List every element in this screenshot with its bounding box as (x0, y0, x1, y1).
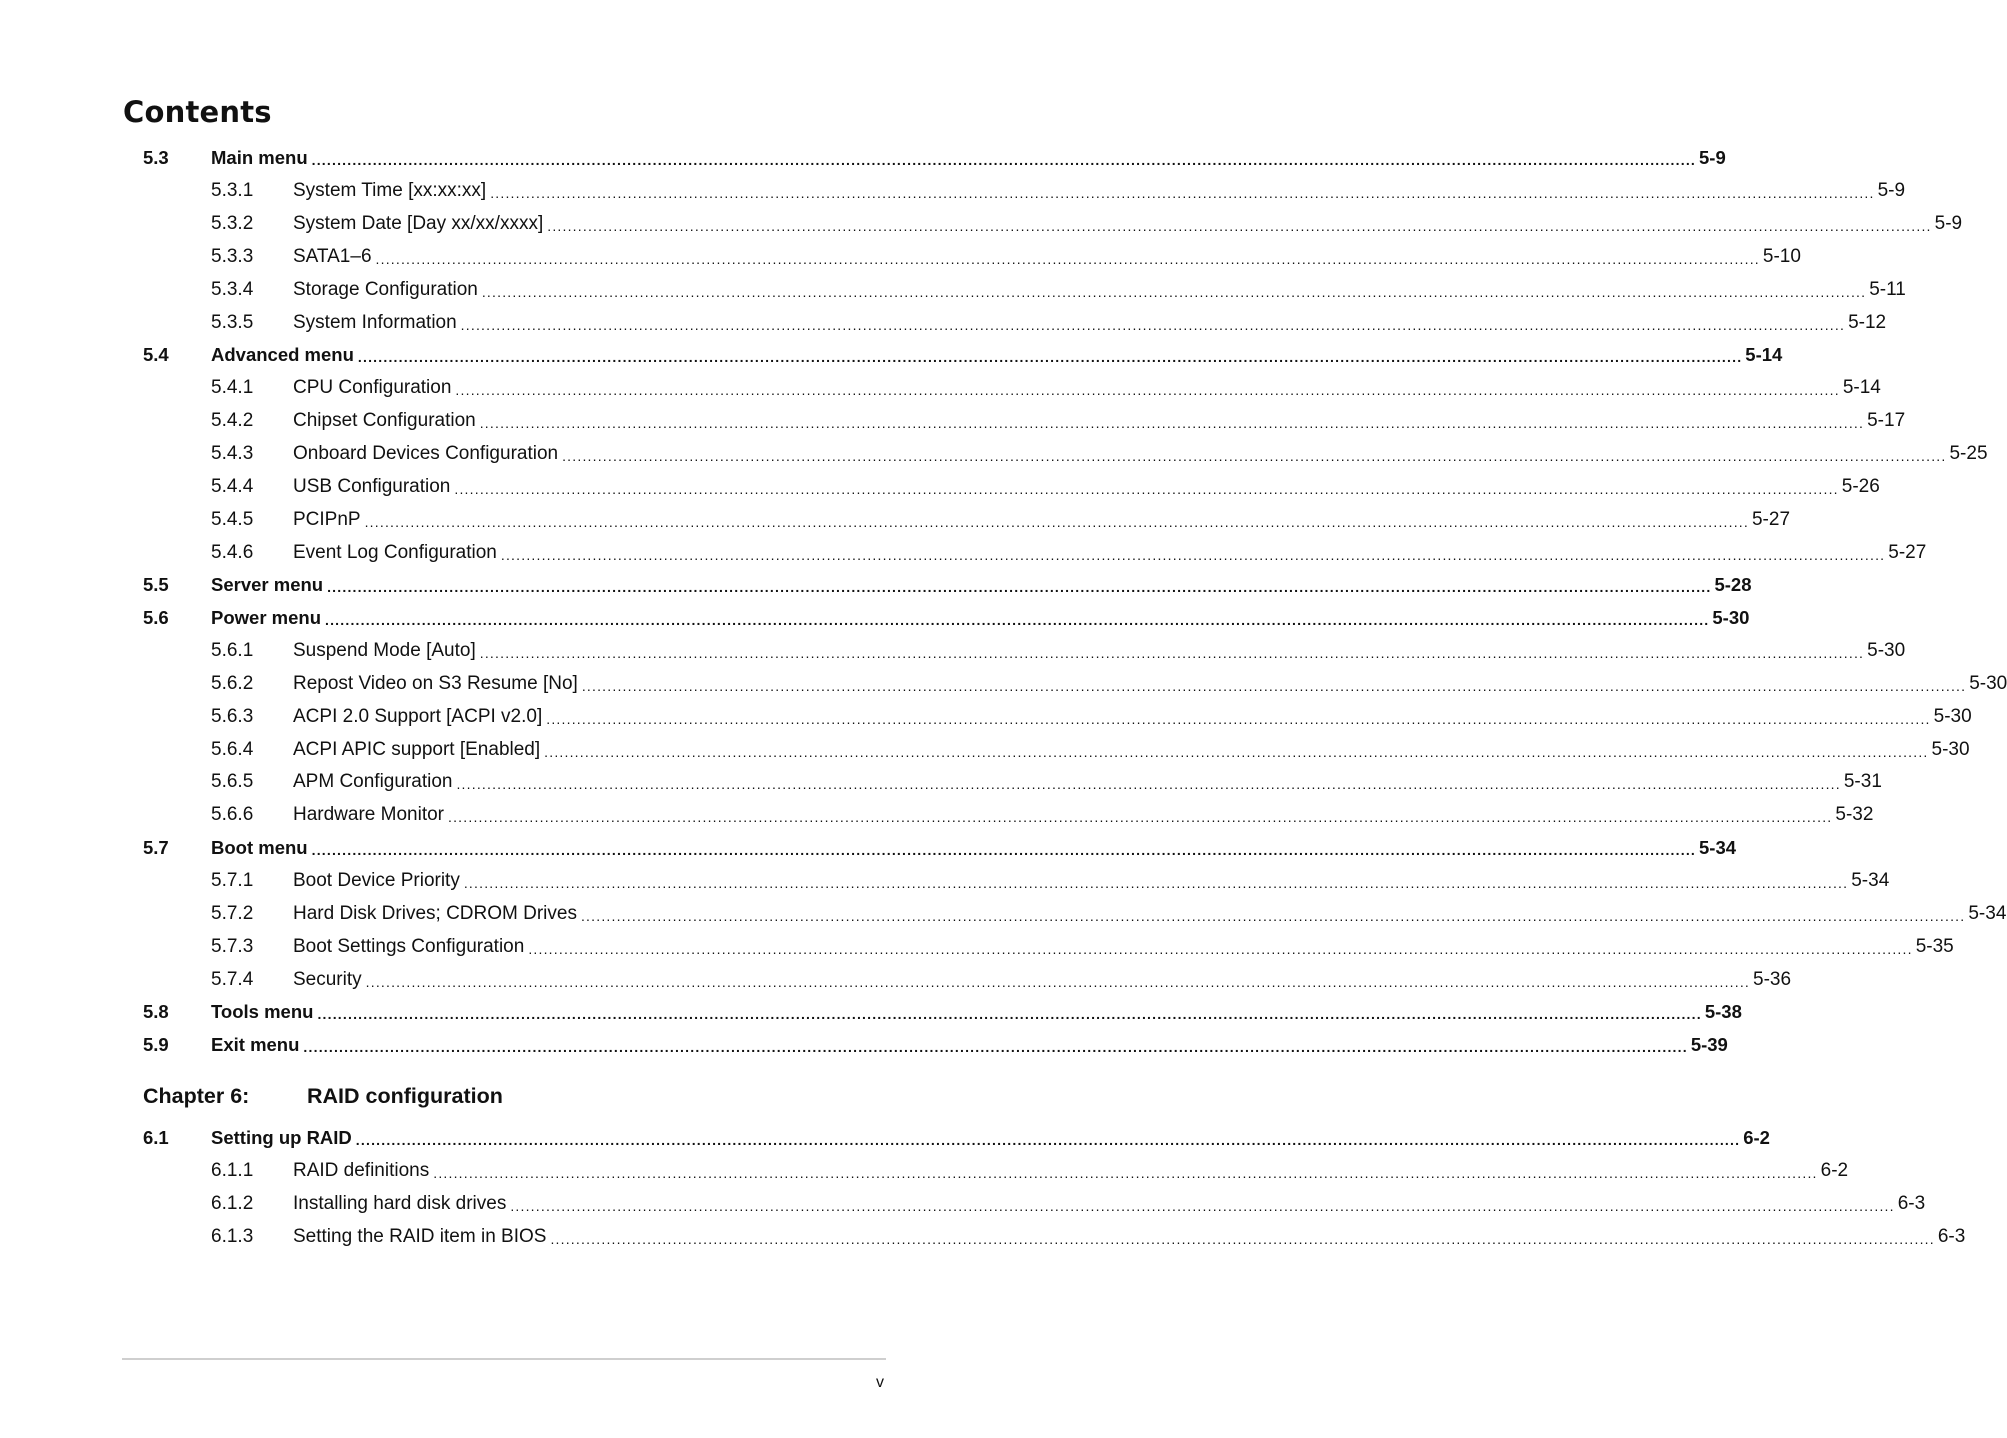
page-title: Contents (123, 95, 272, 129)
entry-title: APM Configuration (293, 771, 456, 793)
toc-chapter-5-entries (143, 142, 2007, 1062)
entry-number: 5.3.3 (211, 245, 254, 267)
entry-number: 5.6.6 (211, 804, 254, 826)
toc-subsection-entry[interactable] (143, 930, 1954, 963)
entry-page-number: 5-34 (1851, 869, 1890, 891)
toc-subsection-entry[interactable] (143, 306, 1887, 339)
dot-leader: ................................................................................................................................................................................................................................................................................ (544, 743, 1929, 760)
toc-subsection-entry[interactable] (143, 668, 2007, 701)
entry-number: 5.3.1 (211, 180, 254, 202)
entry-title: Boot menu (211, 837, 312, 859)
entry-leader-line (211, 996, 1742, 1029)
entry-page-number: 5-10 (1762, 245, 1801, 267)
entry-leader-line (293, 1187, 1926, 1220)
entry-leader-line (211, 569, 1752, 602)
toc-subsection-entry[interactable] (143, 1220, 1966, 1253)
entry-leader-line (293, 963, 1792, 996)
dot-leader: ................................................................................................................................................................................................................................................................................ (364, 513, 1749, 530)
entry-number: 5.3.2 (211, 213, 254, 235)
entry-number: 5.7.2 (211, 902, 254, 924)
entry-leader-line (293, 799, 1874, 832)
entry-title: Power menu (211, 607, 325, 629)
entry-page-number: 5-35 (1915, 935, 1954, 957)
toc-subsection-entry[interactable] (143, 733, 1970, 766)
entry-page-number: 5-30 (1933, 705, 1972, 727)
entry-number: 5.7.4 (211, 968, 254, 990)
toc-subsection-entry[interactable] (143, 799, 1874, 832)
entry-number: 5.6.4 (211, 738, 254, 760)
entry-leader-line (293, 635, 1906, 668)
entry-page-number: 5-28 (1714, 574, 1752, 596)
dot-leader: ................................................................................................................................................................................................................................................................................ (510, 1197, 1895, 1214)
dot-leader: ................................................................................................................................................................................................................................................................................ (327, 579, 1712, 596)
entry-title: Suspend Mode [Auto] (293, 640, 480, 662)
entry-title: SATA1–6 (293, 246, 376, 268)
entry-title: Main menu (211, 147, 312, 169)
chapter-label: Chapter 6: (143, 1084, 250, 1109)
entry-title: Advanced menu (211, 344, 358, 366)
toc-section-entry[interactable] (143, 339, 1783, 372)
entry-number: 5.8 (143, 1001, 169, 1023)
entry-title: PCIPnP (293, 509, 365, 531)
toc-subsection-entry[interactable] (143, 1154, 1849, 1187)
entry-title: Chipset Configuration (293, 410, 480, 432)
entry-leader-line (293, 733, 1970, 766)
entry-leader-line (293, 536, 1927, 569)
entry-title: System Time [xx:xx:xx] (293, 180, 490, 202)
entry-leader-line (293, 470, 1880, 503)
entry-number: 5.3.5 (211, 311, 254, 333)
dot-leader: ................................................................................................................................................................................................................................................................................ (311, 152, 1697, 169)
entry-number: 6.1.2 (211, 1192, 254, 1214)
entry-number: 5.6.2 (211, 672, 254, 694)
entry-page-number: 5-25 (1949, 443, 1988, 465)
entry-title: Hardware Monitor (293, 804, 448, 826)
toc-subsection-entry[interactable] (143, 897, 2007, 930)
entry-leader-line (211, 1029, 1728, 1062)
entry-title: Installing hard disk drives (293, 1193, 510, 1215)
entry-page-number: 5-30 (1867, 640, 1906, 662)
toc-subsection-entry[interactable] (143, 175, 1906, 208)
dot-leader: ................................................................................................................................................................................................................................................................................ (581, 677, 1967, 694)
entry-title: CPU Configuration (293, 377, 455, 399)
entry-number: 5.4.3 (211, 443, 254, 465)
entry-title: Security (293, 969, 366, 991)
entry-number: 5.6 (143, 607, 169, 629)
entry-leader-line (293, 897, 2007, 930)
dot-leader: ................................................................................................................................................................................................................................................................................ (455, 382, 1840, 399)
dot-leader: ................................................................................................................................................................................................................................................................................ (479, 645, 1865, 662)
dot-leader: ................................................................................................................................................................................................................................................................................ (317, 1006, 1702, 1023)
dot-leader: ................................................................................................................................................................................................................................................................................ (355, 1132, 1741, 1149)
entry-title: Storage Configuration (293, 279, 482, 301)
toc-subsection-entry[interactable] (143, 865, 1890, 898)
entry-title: Boot Settings Configuration (293, 936, 528, 958)
entry-title: Onboard Devices Configuration (293, 443, 562, 465)
entry-leader-line (293, 241, 1801, 274)
toc-section-entry[interactable] (143, 832, 1737, 865)
toc-chapter-6-entries (143, 1122, 1966, 1253)
entry-leader-line (293, 700, 1972, 733)
entry-page-number: 6-2 (1743, 1127, 1770, 1149)
entry-number: 5.6.5 (211, 771, 254, 793)
toc-section-entry[interactable] (143, 1122, 1770, 1155)
entry-number: 5.4.2 (211, 410, 254, 432)
entry-title: Hard Disk Drives; CDROM Drives (293, 903, 581, 925)
toc-subsection-entry[interactable] (143, 470, 1880, 503)
dot-leader: ................................................................................................................................................................................................................................................................................ (479, 415, 1865, 432)
entry-page-number: 5-27 (1888, 541, 1927, 563)
entry-leader-line (293, 503, 1791, 536)
toc-subsection-entry[interactable] (143, 405, 1906, 438)
entry-leader-line (211, 339, 1783, 372)
dot-leader: ................................................................................................................................................................................................................................................................................ (550, 1230, 1935, 1247)
toc-subsection-entry[interactable] (143, 273, 1906, 306)
entry-title: Setting up RAID (211, 1127, 356, 1149)
dot-leader: ................................................................................................................................................................................................................................................................................ (481, 283, 1867, 300)
toc-subsection-entry[interactable] (143, 503, 1791, 536)
chapter-heading (143, 1062, 804, 1122)
toc-subsection-entry[interactable] (143, 635, 1906, 668)
entry-number: 5.4 (143, 344, 169, 366)
dot-leader: ................................................................................................................................................................................................................................................................................ (325, 612, 1710, 629)
entry-number: 5.7.3 (211, 935, 254, 957)
entry-number: 5.7.1 (211, 869, 254, 891)
entry-number: 6.1.3 (211, 1225, 254, 1247)
toc-subsection-entry[interactable] (143, 241, 1801, 274)
entry-page-number: 5-9 (1934, 213, 1963, 235)
dot-leader: ................................................................................................................................................................................................................................................................................ (580, 907, 1966, 924)
entry-number: 5.4.6 (211, 541, 254, 563)
entry-page-number: 5-12 (1848, 311, 1887, 333)
entry-page-number: 5-30 (1931, 738, 1970, 760)
toc-section-entry[interactable] (143, 1029, 1728, 1062)
entry-leader-line (211, 142, 1726, 175)
dot-leader: ................................................................................................................................................................................................................................................................................ (546, 710, 1931, 727)
entry-page-number: 5-34 (1968, 902, 2007, 924)
entry-page-number: 5-39 (1690, 1034, 1728, 1056)
entry-leader-line (293, 668, 2007, 701)
entry-leader-line (293, 1154, 1849, 1187)
entry-page-number: 6-3 (1897, 1192, 1926, 1214)
entry-title: USB Configuration (293, 476, 454, 498)
entry-page-number: 5-36 (1753, 968, 1792, 990)
entry-number: 5.4.5 (211, 508, 254, 530)
toc-section-entry[interactable] (143, 602, 1750, 635)
entry-leader-line (293, 306, 1887, 339)
dot-leader: ................................................................................................................................................................................................................................................................................ (490, 185, 1875, 202)
dot-leader: ................................................................................................................................................................................................................................................................................ (311, 842, 1696, 859)
entry-title: Repost Video on S3 Resume [No] (293, 673, 582, 695)
dot-leader: ................................................................................................................................................................................................................................................................................ (454, 480, 1839, 497)
dot-leader: ................................................................................................................................................................................................................................................................................ (375, 250, 1760, 267)
entry-leader-line (293, 273, 1906, 306)
entry-page-number: 5-38 (1704, 1001, 1742, 1023)
toc-subsection-entry[interactable] (143, 1187, 1926, 1220)
entry-leader-line (293, 766, 1882, 799)
entry-page-number: 5-32 (1835, 804, 1874, 826)
entry-title: RAID definitions (293, 1160, 433, 1182)
dot-leader: ................................................................................................................................................................................................................................................................................ (547, 218, 1932, 235)
entry-number: 5.7 (143, 837, 169, 859)
entry-title: ACPI 2.0 Support [ACPI v2.0] (293, 706, 546, 728)
entry-number: 6.1 (143, 1127, 169, 1149)
entry-page-number: 5-30 (1712, 607, 1750, 629)
entry-number: 5.3.4 (211, 278, 254, 300)
toc-subsection-entry[interactable] (143, 536, 1927, 569)
toc-section-entry[interactable] (143, 142, 1726, 175)
entry-title: Tools menu (211, 1001, 317, 1023)
entry-page-number: 6-3 (1937, 1225, 1966, 1247)
toc-subsection-entry[interactable] (143, 372, 1881, 405)
entry-page-number: 5-14 (1842, 377, 1881, 399)
page-number: v (876, 1374, 884, 1391)
entry-leader-line (211, 602, 1750, 635)
dot-leader: ................................................................................................................................................................................................................................................................................ (433, 1164, 1818, 1181)
toc-subsection-entry[interactable] (143, 963, 1792, 996)
entry-number: 5.3 (143, 147, 169, 169)
entry-page-number: 5-30 (1969, 672, 2007, 694)
toc-subsection-entry[interactable] (143, 438, 1988, 471)
dot-leader: ................................................................................................................................................................................................................................................................................ (460, 316, 1846, 333)
dot-leader: ................................................................................................................................................................................................................................................................................ (448, 809, 1833, 826)
toc-section-entry[interactable] (143, 569, 1752, 602)
dot-leader: ................................................................................................................................................................................................................................................................................ (365, 973, 1751, 990)
entry-number: 5.4.4 (211, 475, 254, 497)
entry-leader-line (293, 438, 1988, 471)
entry-number: 5.9 (143, 1034, 169, 1056)
entry-leader-line (293, 405, 1906, 438)
entry-title: ACPI APIC support [Enabled] (293, 739, 544, 761)
entry-page-number: 5-11 (1869, 278, 1906, 300)
dot-leader: ................................................................................................................................................................................................................................................................................ (500, 546, 1886, 563)
dot-leader: ................................................................................................................................................................................................................................................................................ (357, 349, 1743, 366)
dot-leader: ................................................................................................................................................................................................................................................................................ (562, 448, 1947, 465)
toc-subsection-entry[interactable] (143, 208, 1963, 241)
entry-page-number: 5-31 (1843, 771, 1882, 793)
entry-page-number: 5-17 (1867, 410, 1906, 432)
entry-page-number: 5-9 (1699, 147, 1726, 169)
dot-leader: ................................................................................................................................................................................................................................................................................ (463, 874, 1849, 891)
entry-title: System Information (293, 312, 461, 334)
entry-leader-line (293, 372, 1881, 405)
toc-subsection-entry[interactable] (143, 766, 1882, 799)
entry-page-number: 5-9 (1877, 180, 1906, 202)
entry-leader-line (211, 832, 1737, 865)
entry-leader-line (211, 1122, 1770, 1155)
entry-page-number: 5-26 (1841, 475, 1880, 497)
entry-number: 5.5 (143, 574, 169, 596)
entry-page-number: 5-34 (1699, 837, 1737, 859)
entry-number: 5.4.1 (211, 377, 254, 399)
entry-leader-line (293, 175, 1906, 208)
toc-subsection-entry[interactable] (143, 700, 1972, 733)
entry-page-number: 6-2 (1820, 1159, 1849, 1181)
entry-leader-line (293, 930, 1954, 963)
entry-number: 6.1.1 (211, 1159, 254, 1181)
footer-rule (122, 1358, 886, 1360)
entry-title: System Date [Day xx/xx/xxxx] (293, 213, 547, 235)
entry-page-number: 5-14 (1745, 344, 1783, 366)
entry-title: Boot Device Priority (293, 870, 464, 892)
chapter-title: RAID configuration (307, 1084, 503, 1109)
dot-leader: ................................................................................................................................................................................................................................................................................ (528, 940, 1913, 957)
entry-leader-line (293, 1220, 1966, 1253)
entry-title: Exit menu (211, 1034, 303, 1056)
table-of-contents (143, 142, 2007, 1253)
dot-leader: ................................................................................................................................................................................................................................................................................ (303, 1039, 1688, 1056)
entry-leader-line (293, 208, 1963, 241)
entry-title: Event Log Configuration (293, 542, 501, 564)
entry-leader-line (293, 865, 1890, 898)
entry-number: 5.6.1 (211, 640, 254, 662)
entry-page-number: 5-27 (1751, 508, 1791, 530)
dot-leader: ................................................................................................................................................................................................................................................................................ (456, 776, 1841, 793)
entry-title: Server menu (211, 574, 327, 596)
toc-section-entry[interactable] (143, 996, 1742, 1029)
entry-title: Setting the RAID item in BIOS (293, 1226, 550, 1248)
entry-number: 5.6.3 (211, 705, 254, 727)
